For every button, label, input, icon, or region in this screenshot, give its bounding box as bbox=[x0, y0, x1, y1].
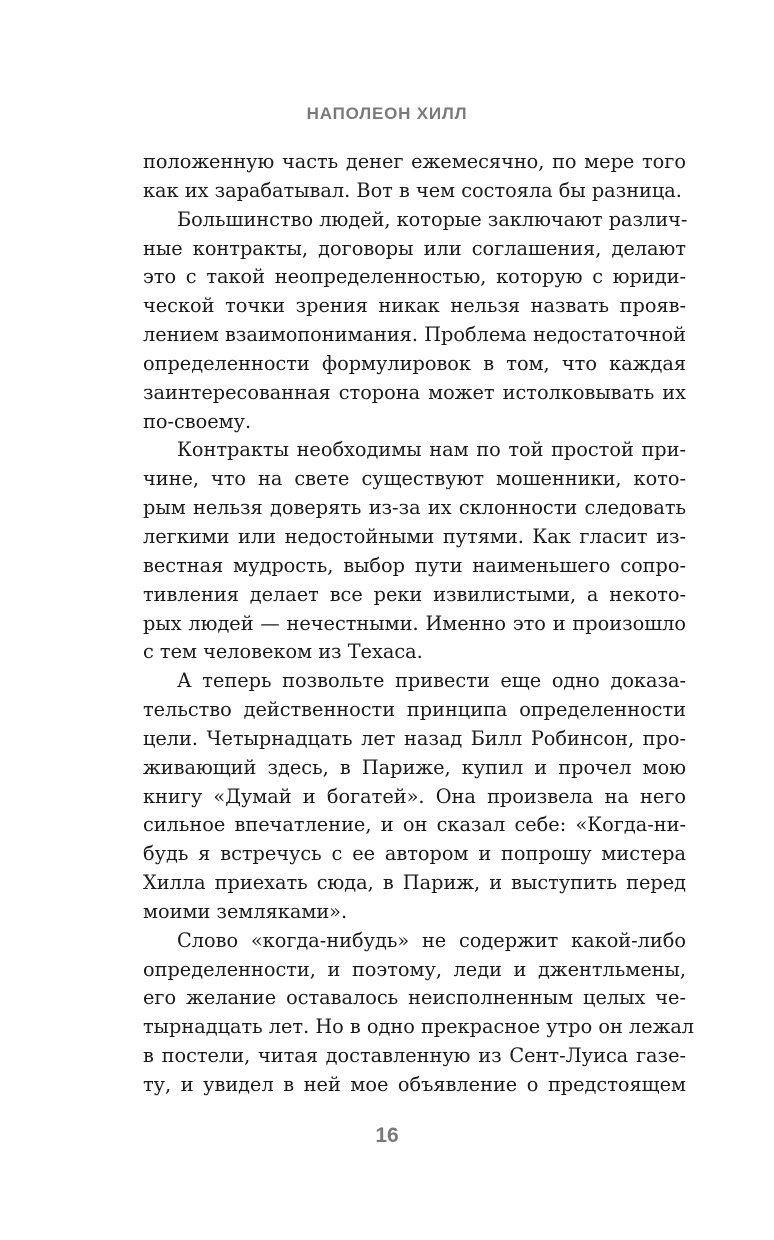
text-line: цели. Четырнадцать лет назад Билл Робинсон, про- bbox=[143, 726, 686, 750]
text-line: с тем человеком из Техаса. bbox=[143, 640, 423, 664]
text-line: заинтересованная сторона может истолковывать их bbox=[143, 380, 686, 404]
text-line: ные контракты, договоры или соглашения, делают bbox=[143, 236, 686, 260]
text-line: ческой точки зрения никак нельзя назвать прояв- bbox=[143, 294, 686, 318]
text-line: А теперь позвольте привести еще одно доказа- bbox=[177, 669, 686, 693]
text-line: тельство действенности принципа определенности bbox=[143, 698, 686, 722]
text-line: чине, что на свете существуют мошенники, кото- bbox=[143, 467, 686, 491]
text-line: по-своему. bbox=[143, 409, 252, 433]
text-line: как их зарабатывал. Вот в чем состояла бы разница. bbox=[143, 178, 682, 202]
text-line: тырнадцать лет. Но в одно прекрасное утро он лежал bbox=[143, 1015, 695, 1039]
text-line: его желание оставалось неисполненным целых че- bbox=[143, 986, 686, 1010]
text-line: моими земляками». bbox=[143, 899, 348, 923]
text-line: определенности, и поэтому, леди и джентльмены, bbox=[143, 957, 686, 981]
text-line: легкими или недостойными путями. Как гласит из- bbox=[143, 524, 686, 548]
text-line: тивления делает все реки извилистыми, а некото- bbox=[143, 582, 686, 606]
text-line: сильное впечатление, и он сказал себе: «Когда-ни- bbox=[143, 813, 686, 837]
text-line: Контракты необходимы нам по той простой при- bbox=[177, 438, 686, 462]
text-line: будь я встречусь с ее автором и попрошу мистера bbox=[143, 842, 686, 866]
text-line: Хилла приехать сюда, в Париж, и выступить перед bbox=[143, 871, 686, 895]
text-line: Большинство людей, которые заключают различ- bbox=[177, 207, 688, 231]
text-line: рым нельзя доверять из-за их склонности следовать bbox=[143, 496, 686, 520]
text-line: это с такой неопределенностью, которую с юриди- bbox=[143, 265, 686, 289]
text-line: живающий здесь, в Париже, купил и прочел мою bbox=[143, 755, 686, 779]
text-line: ту, и увидел в ней мое объявление о предстоящем bbox=[143, 1073, 686, 1096]
page-number: 16 bbox=[375, 1124, 399, 1147]
text-line: лением взаимопонимания. Проблема недостаточной bbox=[143, 323, 686, 347]
text-line: рых людей — нечестными. Именно это и произошло bbox=[143, 611, 686, 635]
text-line: вестная мудрость, выбор пути наименьшего сопро- bbox=[143, 553, 686, 577]
text-line: Слово «когда-нибудь» не содержит какой-либо bbox=[177, 928, 686, 952]
body-text bbox=[143, 148, 695, 1100]
text-line: положенную часть денег ежемесячно, по мере того bbox=[143, 150, 686, 173]
text-line: в постели, читая доставленную из Сент-Луиса газе- bbox=[143, 1044, 686, 1068]
text-line: определенности формулировок в том, что каждая bbox=[143, 351, 686, 375]
text-line: книгу «Думай и богатей». Она произвела на него bbox=[143, 784, 686, 808]
running-head: НАПОЛЕОН ХИЛЛ bbox=[306, 104, 468, 123]
